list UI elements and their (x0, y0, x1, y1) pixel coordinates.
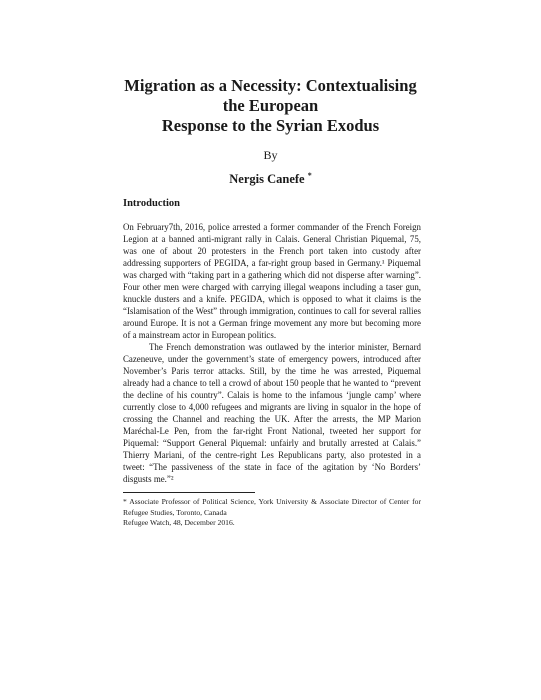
author-footnote-marker: * (307, 171, 312, 180)
paragraph: The French demonstration was outlawed by the interior minister, Bernard Cazeneuve, under the government’s state of emergency powers, introduced after November’s Paris terror attacks. Still, by the time he was arrested, Piquemal already had a chance to tell a crowd of about 150 people that he wanted to “prevent the decline of his country”. Calais is home to the infamous ‘jungle camp’ where currently close to 4,000 refugees and migrants are living in squalor in the hope of crossing the Channel and reaching the UK. After the arrests, the MP Marion Maréchal-Le Pen, from the far-right Front National, tweeted her support for Piquemal: “Support General Piquemal: unfairly and brutally arrested at Calais.” Thierry Mariani, of the centre-right Les Republicans party, also protested in a tweet: “The passiveness of the state in face of the agitation by ‘No Borders’ disgusts me.”² (123, 342, 421, 484)
footnote-affiliation: * Associate Professor of Political Science, York University & Associate Director of Center for Refugee Studies, Toronto, Canada (123, 497, 421, 517)
author (0, 171, 541, 187)
title-line-1: Migration as a Necessity: Contextualising (124, 76, 417, 95)
body-text (123, 221, 421, 485)
footnote-citation: Refugee Watch, 48, December 2016. (123, 518, 235, 527)
byline: By (263, 148, 278, 162)
section-heading: Introduction (123, 198, 180, 209)
title-line-3: Response to the Syrian Exodus (161, 116, 380, 135)
title-line-2: the European (222, 96, 319, 115)
footnote-divider (123, 492, 255, 493)
paragraph: On February7th, 2016, police arrested a former commander of the French Foreign Legion at a banned anti-migrant rally in Calais. General Christian Piquemal, 75, was one of about 20 protesters in the French port taken into custody after addressing supporters of PEGIDA, a far-right group based in Germany.¹ Piquemal was charged with “taking part in a gathering which did not disperse after warning”. Four other men were charged with carrying illegal weapons including a taser gun, knuckle dusters and a knife. PEGIDA, which is opposed to what it claims is the “Islamisation of the West” through immigration, continues to call for several rallies around Europe. It is not a German fringe movement any more but becoming more of a mainstream actor in European politics. (123, 222, 421, 340)
paper-title (0, 76, 541, 136)
footnote (123, 497, 421, 529)
author-name: Nergis Canefe (229, 172, 305, 187)
